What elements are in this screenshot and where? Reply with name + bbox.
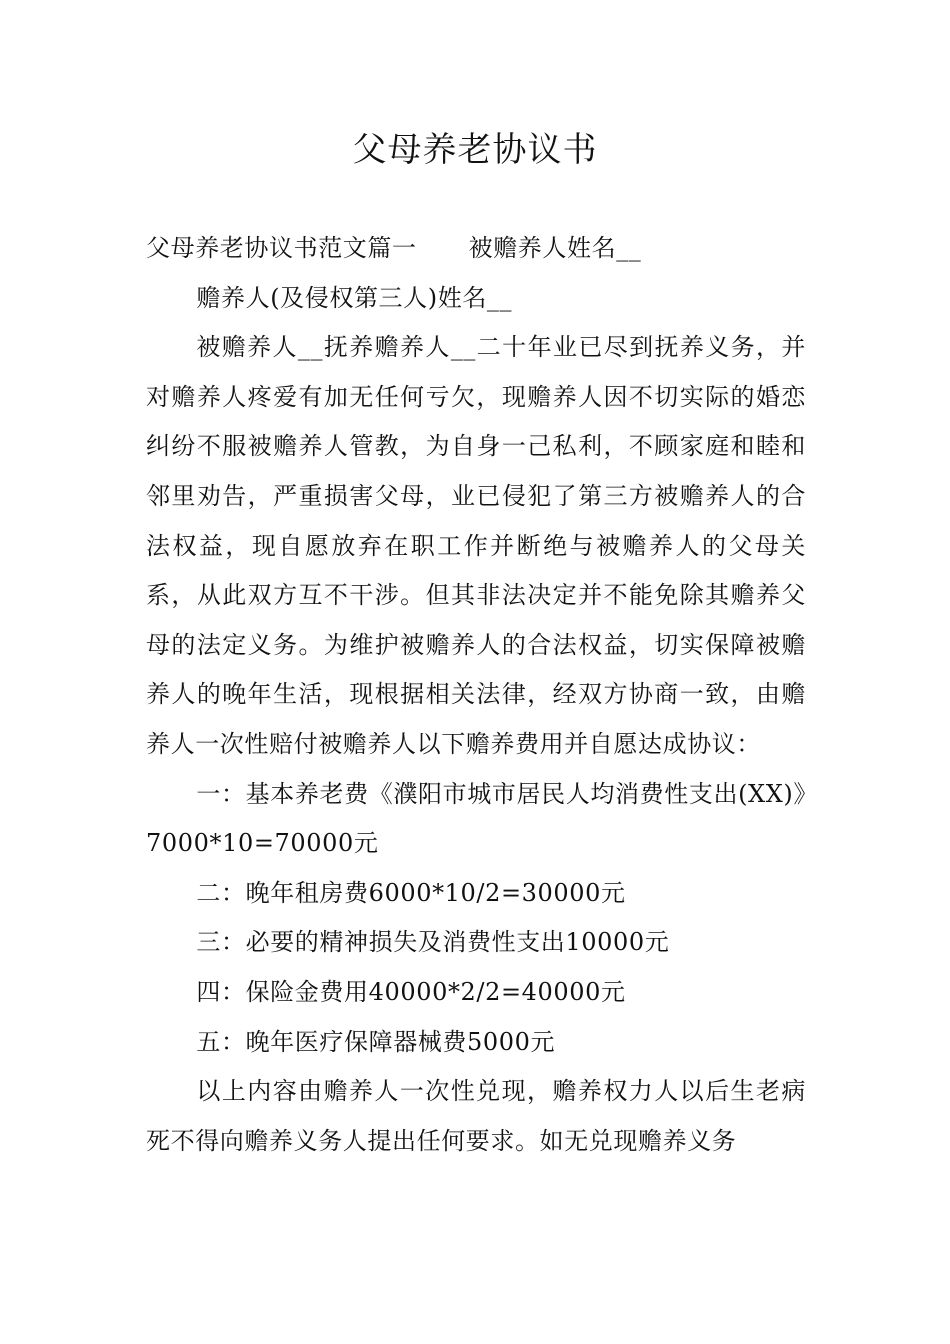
paragraph-item-4: 四：保险金费用40000*2/2=40000元 (196, 977, 626, 1006)
heading-right: 被赡养人姓名__ (468, 234, 642, 262)
paragraph-item-3: 三：必要的精神损失及消费性支出10000元 (196, 928, 670, 957)
paragraph-item-1: 一：基本养老费《濮阳市城市居民人均消费性支出(XX)》7000*10=70000元 (146, 779, 806, 858)
paragraph-supporter-name: 赡养人(及侵权第三人)姓名__ (196, 283, 513, 312)
paragraph-item-5: 五：晚年医疗保障器械费5000元 (196, 1027, 556, 1056)
document-body (146, 224, 806, 1166)
document-title: 父母养老协议书 (352, 130, 598, 170)
heading-line (146, 224, 806, 274)
heading-left: 父母养老协议书范文篇一 (146, 234, 417, 262)
paragraph-main-clause: 被赡养人__抚养赡养人__二十年业已尽到抚养义务，并对赡养人疼爱有加无任何亏欠，现赡养人因不切实际的婚恋纠纷不服被赡养人管教，为自身一己私利，不顾家庭和睦和邻里劝告，严重损害父母，业已侵犯了第三方被赡养人的合法权益，现自愿放弃在职工作并断绝与被赡养人的父母关系，从此双方互不干涉。但其非法决定并不能免除其赡养父母的法定义务。为维护被赡养人的合法权益，切实保障被赡养人的晚年生活，现根据相关法律，经双方协商一致，由赡养人一次性赔付被赡养人以下赡养费用并自愿达成协议： (146, 333, 806, 758)
paragraph-closing: 以上内容由赡养人一次性兑现，赡养权力人以后生老病死不得向赡养义务人提出任何要求。如无兑现赡养义务 (146, 1077, 806, 1155)
paragraph-item-2: 二：晚年租房费6000*10/2=30000元 (196, 878, 626, 907)
